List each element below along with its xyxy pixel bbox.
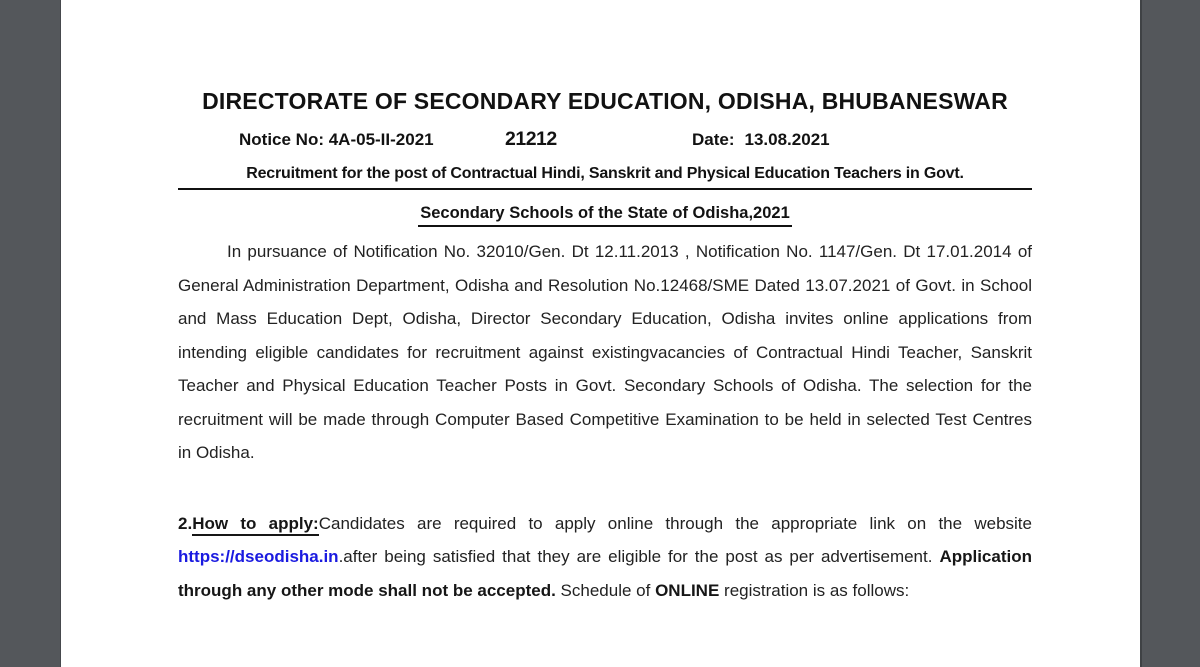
recruitment-heading: Recruitment for the post of Contractual Hindi, Sanskrit and Physical Education Teachers in Govt. — [178, 162, 1032, 190]
para2-text-1: Candidates are required to apply online through the appropriate link on the website — [318, 513, 1032, 533]
para2-bold-online: ONLINE — [655, 580, 720, 600]
para2-text-3: Schedule of — [555, 580, 656, 600]
notice-date — [692, 130, 830, 150]
notice-line — [178, 128, 1032, 152]
how-to-apply-label: How to apply: — [192, 514, 319, 536]
subject-heading: Secondary Schools of the State of Odisha,2021 — [418, 202, 792, 227]
date-value: 13.08.2021 — [744, 130, 830, 149]
document-title: DIRECTORATE OF SECONDARY EDUCATION, ODISHA, BHUBANESWAR — [202, 88, 1008, 114]
document-page — [60, 0, 1142, 667]
para2-text-4: registration is as follows: — [719, 580, 910, 600]
section-number: 2. — [178, 513, 193, 533]
stamp-number: 21212 — [505, 128, 557, 150]
document-content — [178, 0, 1032, 607]
notice-number: Notice No: 4A-05-II-2021 — [239, 130, 434, 149]
para2-text-2: .after being satisfied that they are eligible for the post as per advertisement. — [338, 547, 940, 566]
website-link[interactable]: https://dseodisha.in — [178, 547, 339, 566]
paragraph-pursuance: In pursuance of Notification No. 32010/Gen. Dt 12.11.2013 , Notification No. 1147/Gen. Dt 17.01.2014 of General Administration Department, Odisha and Resolution No.12468/SME Dated 13.07.2021 of Govt. in School and Mass Education Dept, Odisha, Director Secondary Education, Odisha invites online applications from intending eligible candidates for recruitment against existingvacancies of Contractual Hindi Teacher, Sanskrit Teacher and Physical Education Teacher Posts in Govt. Secondary Schools of Odisha. The selection for the recruitment will be made through Computer Based Competitive Examination to be held in selected Test Centres in Odisha. — [178, 242, 1032, 462]
date-label: Date: — [692, 130, 735, 149]
subject-heading-row — [178, 202, 1032, 227]
para2-bold-warning: Application through any other mode shall not be accepted. — [178, 547, 1032, 600]
paragraph-how-to-apply — [178, 507, 1032, 608]
